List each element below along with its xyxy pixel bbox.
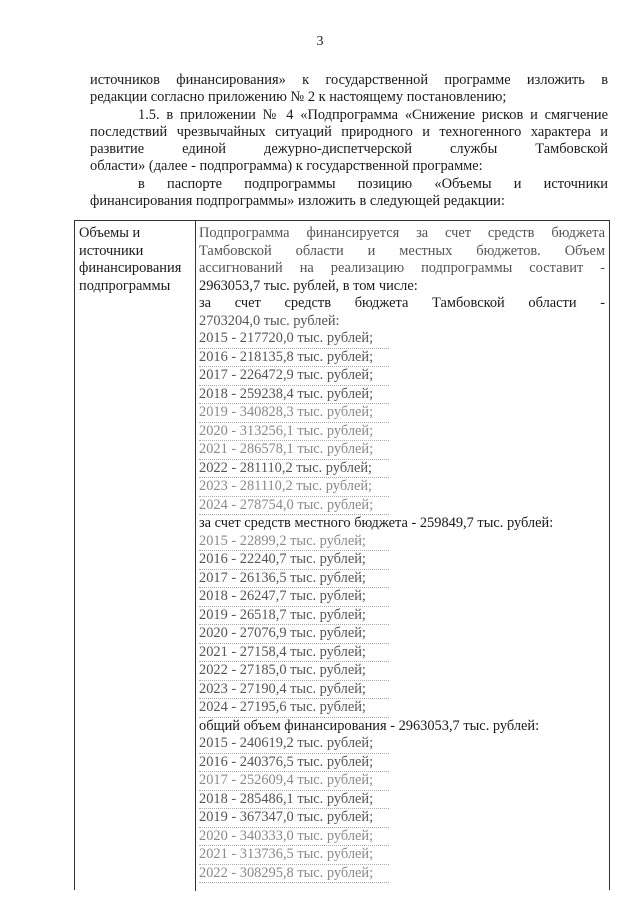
table-value-cell: [199, 225, 605, 883]
item-1-5-line-1: [90, 107, 608, 124]
total-year-row: 2016 - 240376,5 тыс. рублей;: [199, 754, 389, 773]
local-year-row: 2020 - 27076,9 тыс. рублей;: [199, 625, 389, 644]
local-header: за счет средств местного бюджета - 259849,7 тыс. рублей:: [199, 515, 554, 531]
item-1-5-text-1: 1.5. в приложении № 4 «Подпрограмма «Снижение рисков и смягчение: [138, 107, 608, 123]
page-number: 3: [316, 34, 324, 49]
item-1-5-line-2: последствий чрезвычайных ситуаций природного и техногенного характера и: [90, 124, 608, 140]
regional-year-row: 2017 - 226472,9 тыс. рублей;: [199, 367, 389, 386]
passport-line-2: финансирования подпрограммы» изложить в следующей редакции:: [90, 193, 505, 209]
regional-year-row: 2016 - 218135,8 тыс. рублей;: [199, 349, 389, 368]
intro-line-1: источников финансирования» к государственной программе изложить в: [90, 72, 608, 88]
regional-year-row: 2018 - 259238,4 тыс. рублей;: [199, 386, 389, 405]
regional-year-row: 2019 - 340828,3 тыс. рублей;: [199, 404, 389, 423]
item-1-5-line-4: области» (далее - подпрограмма) к государственной программе:: [90, 158, 483, 174]
total-year-row: 2017 - 252609,4 тыс. рублей;: [199, 772, 389, 791]
intro-line-2: редакции согласно приложению № 2 к настоящему постановлению;: [90, 89, 507, 105]
local-year-row: 2016 - 22240,7 тыс. рублей;: [199, 551, 389, 570]
total-header: общий объем финансирования - 2963053,7 тыс. рублей:: [199, 717, 540, 734]
regional-year-row: 2023 - 281110,2 тыс. рублей;: [199, 478, 389, 497]
regional-year-row: 2015 - 217720,0 тыс. рублей;: [199, 330, 389, 349]
item-1-5-line-3: развитие единой дежурно-диспетчерской службы Тамбовской: [90, 141, 608, 157]
summary-line-4: 2963053,7 тыс. рублей, в том числе:: [199, 277, 418, 294]
regional-year-row: 2021 - 286578,1 тыс. рублей;: [199, 441, 389, 460]
local-year-row: 2019 - 26518,7 тыс. рублей;: [199, 607, 389, 626]
table-label-cell: [79, 225, 193, 295]
total-year-row: 2015 - 240619,2 тыс. рублей;: [199, 735, 389, 754]
regional-header-1: за счет средств бюджета Тамбовской области -: [199, 295, 605, 311]
total-year-row: 2021 - 313736,5 тыс. рублей;: [199, 846, 389, 865]
total-year-row: 2019 - 367347,0 тыс. рублей;: [199, 809, 389, 828]
local-year-row: 2024 - 27195,6 тыс. рублей;: [199, 699, 389, 718]
total-year-row: 2018 - 285486,1 тыс. рублей;: [199, 791, 389, 810]
local-year-row: 2023 - 27190,4 тыс. рублей;: [199, 681, 389, 700]
summary-line-1: Подпрограмма финансируется за счет средств бюджета: [199, 225, 605, 241]
label-line: Объемы и: [79, 225, 141, 241]
regional-header-2: 2703204,0 тыс. рублей:: [199, 312, 340, 329]
summary-line-2: Тамбовской области и местных бюджетов. Объем: [199, 242, 605, 259]
local-year-row: 2015 - 22899,2 тыс. рублей;: [199, 533, 389, 552]
passport-table: [74, 220, 610, 890]
total-year-row: 2022 - 308295,8 тыс. рублей;: [199, 865, 389, 884]
local-year-row: 2021 - 27158,4 тыс. рублей;: [199, 644, 389, 663]
regional-year-row: 2020 - 313256,1 тыс. рублей;: [199, 423, 389, 442]
passport-line-1: в паспорте подпрограммы позицию «Объемы и источники: [138, 176, 608, 192]
table-column-divider: [195, 221, 196, 891]
summary-line-3: ассигнований на реализацию подпрограммы составит -: [199, 260, 605, 276]
local-year-row: 2022 - 27185,0 тыс. рублей;: [199, 662, 389, 681]
total-year-row: 2020 - 340333,0 тыс. рублей;: [199, 828, 389, 847]
regional-year-row: 2024 - 278754,0 тыс. рублей;: [199, 497, 389, 516]
local-year-row: 2018 - 26247,7 тыс. рублей;: [199, 588, 389, 607]
label-line: подпрограммы: [79, 277, 171, 294]
label-line: финансирования: [79, 260, 182, 276]
label-line: источники: [79, 242, 144, 259]
local-year-row: 2017 - 26136,5 тыс. рублей;: [199, 570, 389, 589]
regional-year-row: 2022 - 281110,2 тыс. рублей;: [199, 460, 389, 479]
